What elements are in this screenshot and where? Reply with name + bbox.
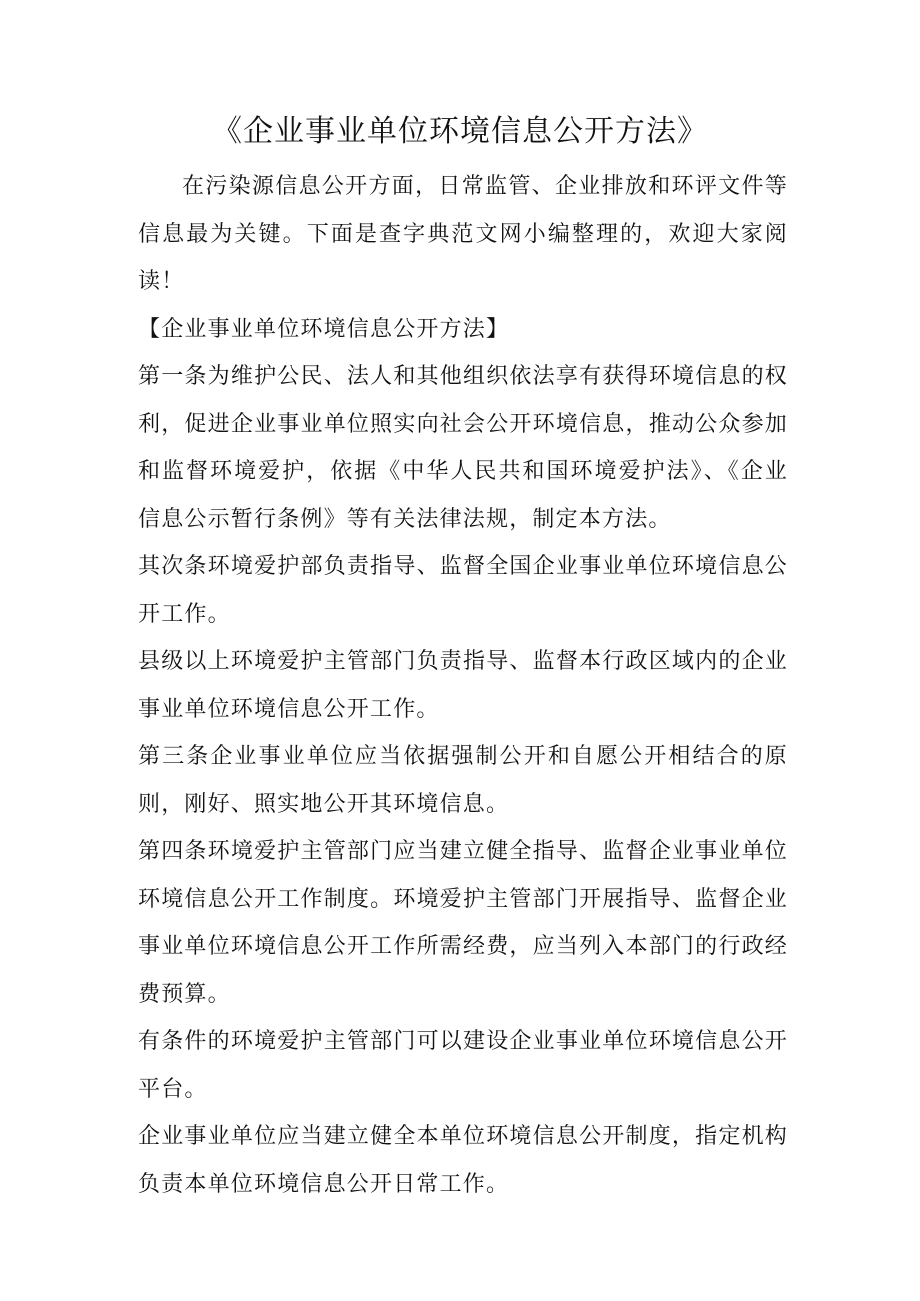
- platform-paragraph: 有条件的环境爱护主管部门可以建设企业事业单位环境信息公开平台。: [138, 1029, 788, 1102]
- system-paragraph: 企业事业单位应当建立健全本单位环境信息公开制度，指定机构负责本单位环境信息公开日常工作。: [138, 1124, 788, 1197]
- document-title: 《企业事业单位环境信息公开方法》: [212, 114, 708, 149]
- article-2-paragraph: 其次条环境爱护部负责指导、监督全国企业事业单位环境信息公开工作。: [138, 554, 788, 627]
- article-2-county-paragraph: 县级以上环境爱护主管部门负责指导、监督本行政区域内的企业事业单位环境信息公开工作。: [138, 649, 788, 722]
- intro-paragraph: 在污染源信息公开方面，日常监管、企业排放和环评文件等信息最为关键。下面是查字典范文网小编整理的，欢迎大家阅读！: [138, 174, 788, 294]
- article-1-paragraph: 第一条为维护公民、法人和其他组织依法享有获得环境信息的权利，促进企业事业单位照实向社会公开环境信息，推动公众参加和监督环境爱护，依据《中华人民共和国环境爱护法》、《企业信息公示暂行条例》等有关法律法规，制定本方法。: [138, 364, 788, 532]
- article-4-paragraph: 第四条环境爱护主管部门应当建立健全指导、监督企业事业单位环境信息公开工作制度。环境爱护主管部门开展指导、监督企业事业单位环境信息公开工作所需经费，应当列入本部门的行政经费预算。: [138, 839, 788, 1007]
- document-body: [138, 163, 788, 1208]
- section-heading: 【企业事业单位环境信息公开方法】: [138, 316, 510, 342]
- article-3-paragraph: 第三条企业事业单位应当依据强制公开和自愿公开相结合的原则，刚好、照实地公开其环境信息。: [138, 744, 788, 817]
